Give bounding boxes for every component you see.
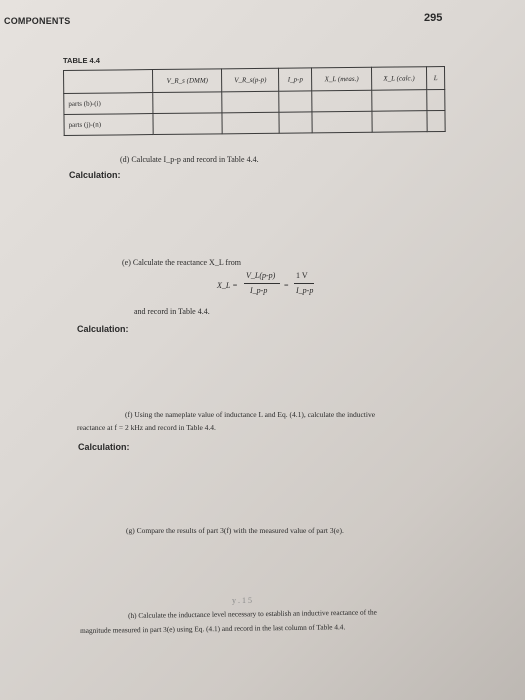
part-d-calculation-label: Calculation: [69,170,121,180]
table-label: TABLE 4.4 [63,56,100,65]
table-cell [279,112,312,133]
equation-denominator-2: I_p-p [296,286,314,295]
table-cell [371,90,427,112]
data-table [63,66,446,136]
row-label: parts (b)-(i) [64,93,153,115]
section-title: COMPONENTS [4,16,71,26]
fraction-bar [294,283,314,284]
part-f-line1: (f) Using the nameplate value of inductance L and Eq. (4.1), calculate the inductive [125,410,376,419]
table-cell [153,92,223,114]
fraction-bar [244,283,280,284]
table-cell [372,111,428,133]
part-g-text: (g) Compare the results of part 3(f) with the measured value of part 3(e). [126,526,344,535]
header-cell: X_L (calc.) [371,67,427,91]
part-f-calculation-label: Calculation: [78,442,130,452]
part-h-line1: (h) Calculate the inductance level necessary to establish an inductive reactance of the [128,607,377,620]
table-cell [427,111,445,132]
header-cell [64,70,153,94]
table-cell [312,111,371,133]
table-cell [222,112,279,134]
equation-lhs: X_L = [217,281,238,290]
table-cell [312,90,371,112]
part-d-text: (d) Calculate I_p-p and record in Table 4.4. [120,155,259,164]
table-cell [427,90,445,111]
table-cell [279,91,312,112]
page-number: 295 [424,12,443,24]
part-f-line2: reactance at f = 2 kHz and record in Table 4.4. [77,423,216,432]
header-cell: X_L (meas.) [312,67,372,91]
header-cell: I_p-p [279,68,312,91]
equation-numerator-1: V_L(p-p) [246,271,276,280]
equation-numerator-2: 1 V [296,271,308,280]
table-row [64,111,445,136]
header-cell: V_R_s(p-p) [222,68,279,92]
header-cell: L [427,67,445,90]
header-cell: V_R_s (DMM) [153,69,223,93]
table-cell [153,113,223,135]
equation-denominator-1: I_p-p [250,286,268,295]
part-e-intro: (e) Calculate the reactance X_L from [122,258,241,267]
part-e-calculation-label: Calculation: [77,324,129,334]
table-cell [222,91,279,113]
part-e-after: and record in Table 4.4. [134,307,210,316]
equation-equals: = [284,281,289,290]
part-h-line2: magnitude measured in part 3(e) using Eq. (4.1) and record in the last column of Table 4.4. [80,622,346,635]
row-label: parts (j)-(n) [64,114,153,136]
stray-pencil-mark: y . 1 5 [232,596,252,605]
